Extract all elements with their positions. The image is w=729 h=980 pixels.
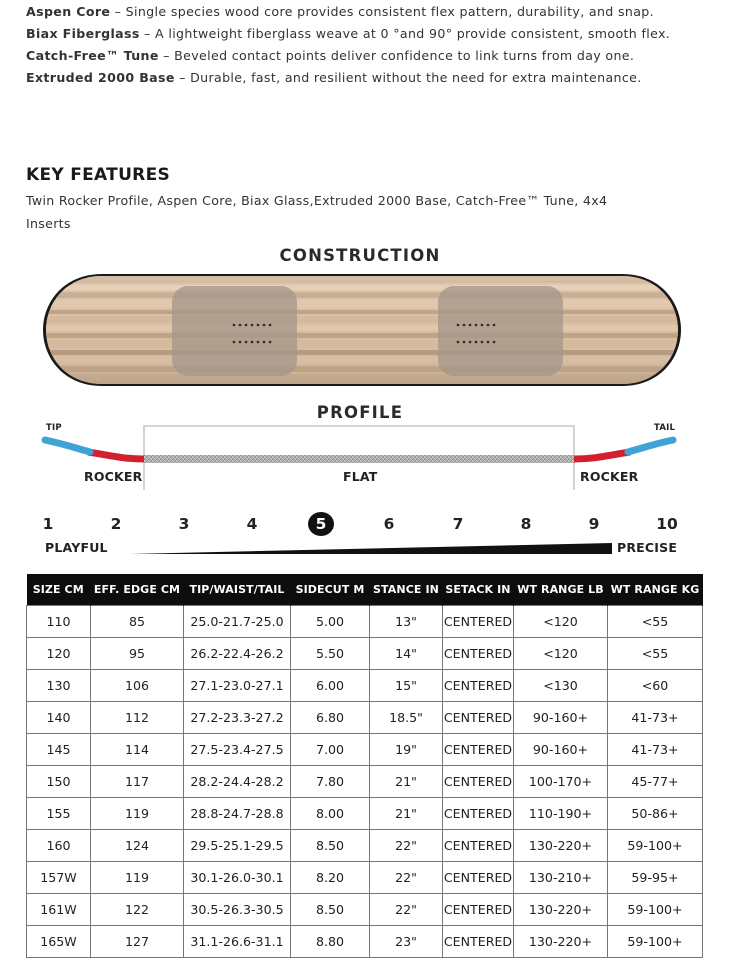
cell-setback-in: CENTERED: [443, 702, 514, 734]
cell-stance-in: 23": [370, 926, 443, 958]
table-row: [27, 894, 703, 926]
flex-value-7: 7: [452, 515, 464, 533]
cell-tip-waist-tail: 27.1-23.0-27.1: [184, 670, 291, 702]
cell-stance-in: 21": [370, 766, 443, 798]
cell-wt-range-lb: <120: [514, 638, 608, 670]
cell-size-cm: 161W: [27, 894, 91, 926]
cell-wt-range-kg: 59-100+: [608, 894, 703, 926]
cell-sidecut-m: 8.50: [291, 830, 370, 862]
cell-size-cm: 165W: [27, 926, 91, 958]
cell-tip-waist-tail: 26.2-22.4-26.2: [184, 638, 291, 670]
cell-size-cm: 160: [27, 830, 91, 862]
cell-size-cm: 110: [27, 606, 91, 638]
cell-tip-waist-tail: 28.2-24.4-28.2: [184, 766, 291, 798]
cell-eff-edge-cm: 117: [91, 766, 184, 798]
cell-sidecut-m: 5.00: [291, 606, 370, 638]
tip-label: TIP: [46, 423, 62, 433]
wood-core-strips: [42, 272, 682, 390]
cell-stance-in: 21": [370, 798, 443, 830]
tech-spec-aspen-core: [26, 1, 716, 23]
header-eff-edge-cm: EFF. EDGE CM: [91, 574, 184, 606]
rocker-label-left: ROCKER: [84, 469, 143, 484]
tech-spec-desc: – Single species wood core provides consistent flex pattern, durability, and snap.: [110, 4, 655, 19]
table-row: [27, 702, 703, 734]
flex-value-8: 8: [520, 515, 532, 533]
cell-eff-edge-cm: 124: [91, 830, 184, 862]
cell-tip-waist-tail: 27.2-23.3-27.2: [184, 702, 291, 734]
flex-value-4: 4: [246, 515, 258, 533]
tech-spec-term: Biax Fiberglass: [26, 26, 140, 41]
cell-wt-range-lb: 90-160+: [514, 702, 608, 734]
cell-wt-range-kg: 59-95+: [608, 862, 703, 894]
cell-tip-waist-tail: 31.1-26.6-31.1: [184, 926, 291, 958]
front-insert-zone: [172, 286, 297, 376]
cell-wt-range-kg: 59-100+: [608, 926, 703, 958]
flex-value-5-selected: 5: [308, 512, 334, 536]
cell-setback-in: CENTERED: [443, 926, 514, 958]
cell-wt-range-lb: 130-220+: [514, 894, 608, 926]
tech-spec-term: Extruded 2000 Base: [26, 70, 175, 85]
cell-stance-in: 22": [370, 830, 443, 862]
cell-sidecut-m: 5.50: [291, 638, 370, 670]
cell-eff-edge-cm: 95: [91, 638, 184, 670]
header-wt-range-kg: WT RANGE KG: [608, 574, 703, 606]
tech-spec-desc: – Beveled contact points deliver confidence to link turns from day one.: [158, 48, 635, 63]
cell-wt-range-kg: <60: [608, 670, 703, 702]
cell-setback-in: CENTERED: [443, 606, 514, 638]
table-row: [27, 734, 703, 766]
flex-value-9: 9: [588, 515, 600, 533]
tech-spec-catch-free-tune: [26, 45, 716, 67]
table-row: [27, 830, 703, 862]
key-features-text: Twin Rocker Profile, Aspen Core, Biax Glass,Extruded 2000 Base, Catch-Free™ Tune, 4x4 Inserts: [26, 193, 608, 231]
flex-value-10: 10: [656, 515, 678, 533]
cell-stance-in: 13": [370, 606, 443, 638]
header-setack-in: SETACK IN: [443, 574, 514, 606]
cell-wt-range-kg: 59-100+: [608, 830, 703, 862]
right-rocker-section: [574, 452, 630, 459]
cell-size-cm: 130: [27, 670, 91, 702]
specs-table: [26, 574, 703, 958]
cell-wt-range-kg: <55: [608, 606, 703, 638]
cell-wt-range-kg: 41-73+: [608, 734, 703, 766]
header-sidecut-m: SIDECUT M: [291, 574, 370, 606]
cell-tip-waist-tail: 30.5-26.3-30.5: [184, 894, 291, 926]
header-wt-range-lb: WT RANGE LB: [514, 574, 608, 606]
table-row: [27, 638, 703, 670]
cell-wt-range-lb: 130-210+: [514, 862, 608, 894]
cell-size-cm: 155: [27, 798, 91, 830]
header-tip-waist-tail: TIP/WAIST/TAIL: [184, 574, 291, 606]
cell-tip-waist-tail: 28.8-24.7-28.8: [184, 798, 291, 830]
cell-wt-range-lb: <120: [514, 606, 608, 638]
board-graphic: [42, 272, 682, 390]
profile-diagram: [40, 420, 692, 496]
cell-eff-edge-cm: 127: [91, 926, 184, 958]
cell-sidecut-m: 8.80: [291, 926, 370, 958]
table-row: [27, 862, 703, 894]
cell-tip-waist-tail: 27.5-23.4-27.5: [184, 734, 291, 766]
cell-setback-in: CENTERED: [443, 798, 514, 830]
flex-value-1: 1: [42, 515, 54, 533]
tech-spec-extruded-base: [26, 67, 716, 89]
flex-value-3: 3: [178, 515, 190, 533]
cell-eff-edge-cm: 85: [91, 606, 184, 638]
cell-stance-in: 15": [370, 670, 443, 702]
cell-sidecut-m: 7.80: [291, 766, 370, 798]
cell-setback-in: CENTERED: [443, 830, 514, 862]
profile-title: PROFILE: [316, 403, 404, 422]
flat-label: FLAT: [343, 469, 378, 484]
cell-eff-edge-cm: 106: [91, 670, 184, 702]
header-size-cm: SIZE CM: [27, 574, 91, 606]
cell-wt-range-lb: 90-160+: [514, 734, 608, 766]
cell-wt-range-kg: <55: [608, 638, 703, 670]
tech-spec-list: [26, 1, 716, 89]
cell-sidecut-m: 8.00: [291, 798, 370, 830]
cell-size-cm: 150: [27, 766, 91, 798]
cell-stance-in: 22": [370, 862, 443, 894]
cell-wt-range-kg: 50-86+: [608, 798, 703, 830]
tail-label: TAIL: [654, 423, 676, 433]
cell-setback-in: CENTERED: [443, 734, 514, 766]
cell-eff-edge-cm: 119: [91, 862, 184, 894]
precise-label: PRECISE: [617, 540, 678, 555]
table-row: [27, 798, 703, 830]
cell-wt-range-lb: 110-190+: [514, 798, 608, 830]
left-rocker-section: [88, 452, 144, 459]
cell-sidecut-m: 7.00: [291, 734, 370, 766]
cell-stance-in: 22": [370, 894, 443, 926]
tech-spec-term: Aspen Core: [26, 4, 111, 19]
profile-graphic: [40, 420, 692, 496]
construction-title: CONSTRUCTION: [279, 246, 441, 265]
flex-value-6: 6: [383, 515, 395, 533]
cell-size-cm: 120: [27, 638, 91, 670]
playful-label: PLAYFUL: [45, 540, 108, 555]
flex-value-2: 2: [110, 515, 122, 533]
cell-stance-in: 14": [370, 638, 443, 670]
cell-wt-range-lb: 130-220+: [514, 926, 608, 958]
board-construction-image: [42, 272, 682, 390]
cell-size-cm: 140: [27, 702, 91, 734]
cell-setback-in: CENTERED: [443, 862, 514, 894]
cell-wt-range-lb: 100-170+: [514, 766, 608, 798]
cell-size-cm: 145: [27, 734, 91, 766]
table-row: [27, 766, 703, 798]
cell-eff-edge-cm: 122: [91, 894, 184, 926]
cell-sidecut-m: 8.50: [291, 894, 370, 926]
cell-sidecut-m: 6.00: [291, 670, 370, 702]
header-stance-in: STANCE IN: [370, 574, 443, 606]
cell-sidecut-m: 8.20: [291, 862, 370, 894]
cell-setback-in: CENTERED: [443, 670, 514, 702]
tip-section: [45, 440, 90, 452]
cell-tip-waist-tail: 25.0-21.7-25.0: [184, 606, 291, 638]
table-row: [27, 606, 703, 638]
cell-setback-in: CENTERED: [443, 894, 514, 926]
table-header-row: [27, 574, 703, 606]
flex-scale: [40, 512, 690, 560]
cell-wt-range-lb: <130: [514, 670, 608, 702]
flat-section: [144, 455, 574, 463]
tech-spec-biax-fiberglass: [26, 23, 716, 45]
key-features-title: KEY FEATURES: [26, 165, 171, 185]
rear-insert-zone: [438, 286, 563, 376]
cell-stance-in: 18.5": [370, 702, 443, 734]
cell-eff-edge-cm: 112: [91, 702, 184, 734]
tech-spec-desc: – Durable, fast, and resilient without the need for extra maintenance.: [174, 70, 642, 85]
cell-setback-in: CENTERED: [443, 766, 514, 798]
tail-section: [628, 440, 673, 452]
tech-spec-term: Catch-Free™ Tune: [26, 48, 159, 63]
table-row: [27, 926, 703, 958]
cell-tip-waist-tail: 30.1-26.0-30.1: [184, 862, 291, 894]
rocker-label-right: ROCKER: [580, 469, 639, 484]
cell-wt-range-lb: 130-220+: [514, 830, 608, 862]
cell-sidecut-m: 6.80: [291, 702, 370, 734]
cell-wt-range-kg: 41-73+: [608, 702, 703, 734]
cell-setback-in: CENTERED: [443, 638, 514, 670]
table-body: [27, 606, 703, 958]
cell-tip-waist-tail: 29.5-25.1-29.5: [184, 830, 291, 862]
cell-wt-range-kg: 45-77+: [608, 766, 703, 798]
cell-size-cm: 157W: [27, 862, 91, 894]
cell-stance-in: 19": [370, 734, 443, 766]
cell-eff-edge-cm: 114: [91, 734, 184, 766]
cell-eff-edge-cm: 119: [91, 798, 184, 830]
table-row: [27, 670, 703, 702]
tech-spec-desc: – A lightweight fiberglass weave at 0 °and 90° provide consistent, smooth flex.: [139, 26, 671, 41]
